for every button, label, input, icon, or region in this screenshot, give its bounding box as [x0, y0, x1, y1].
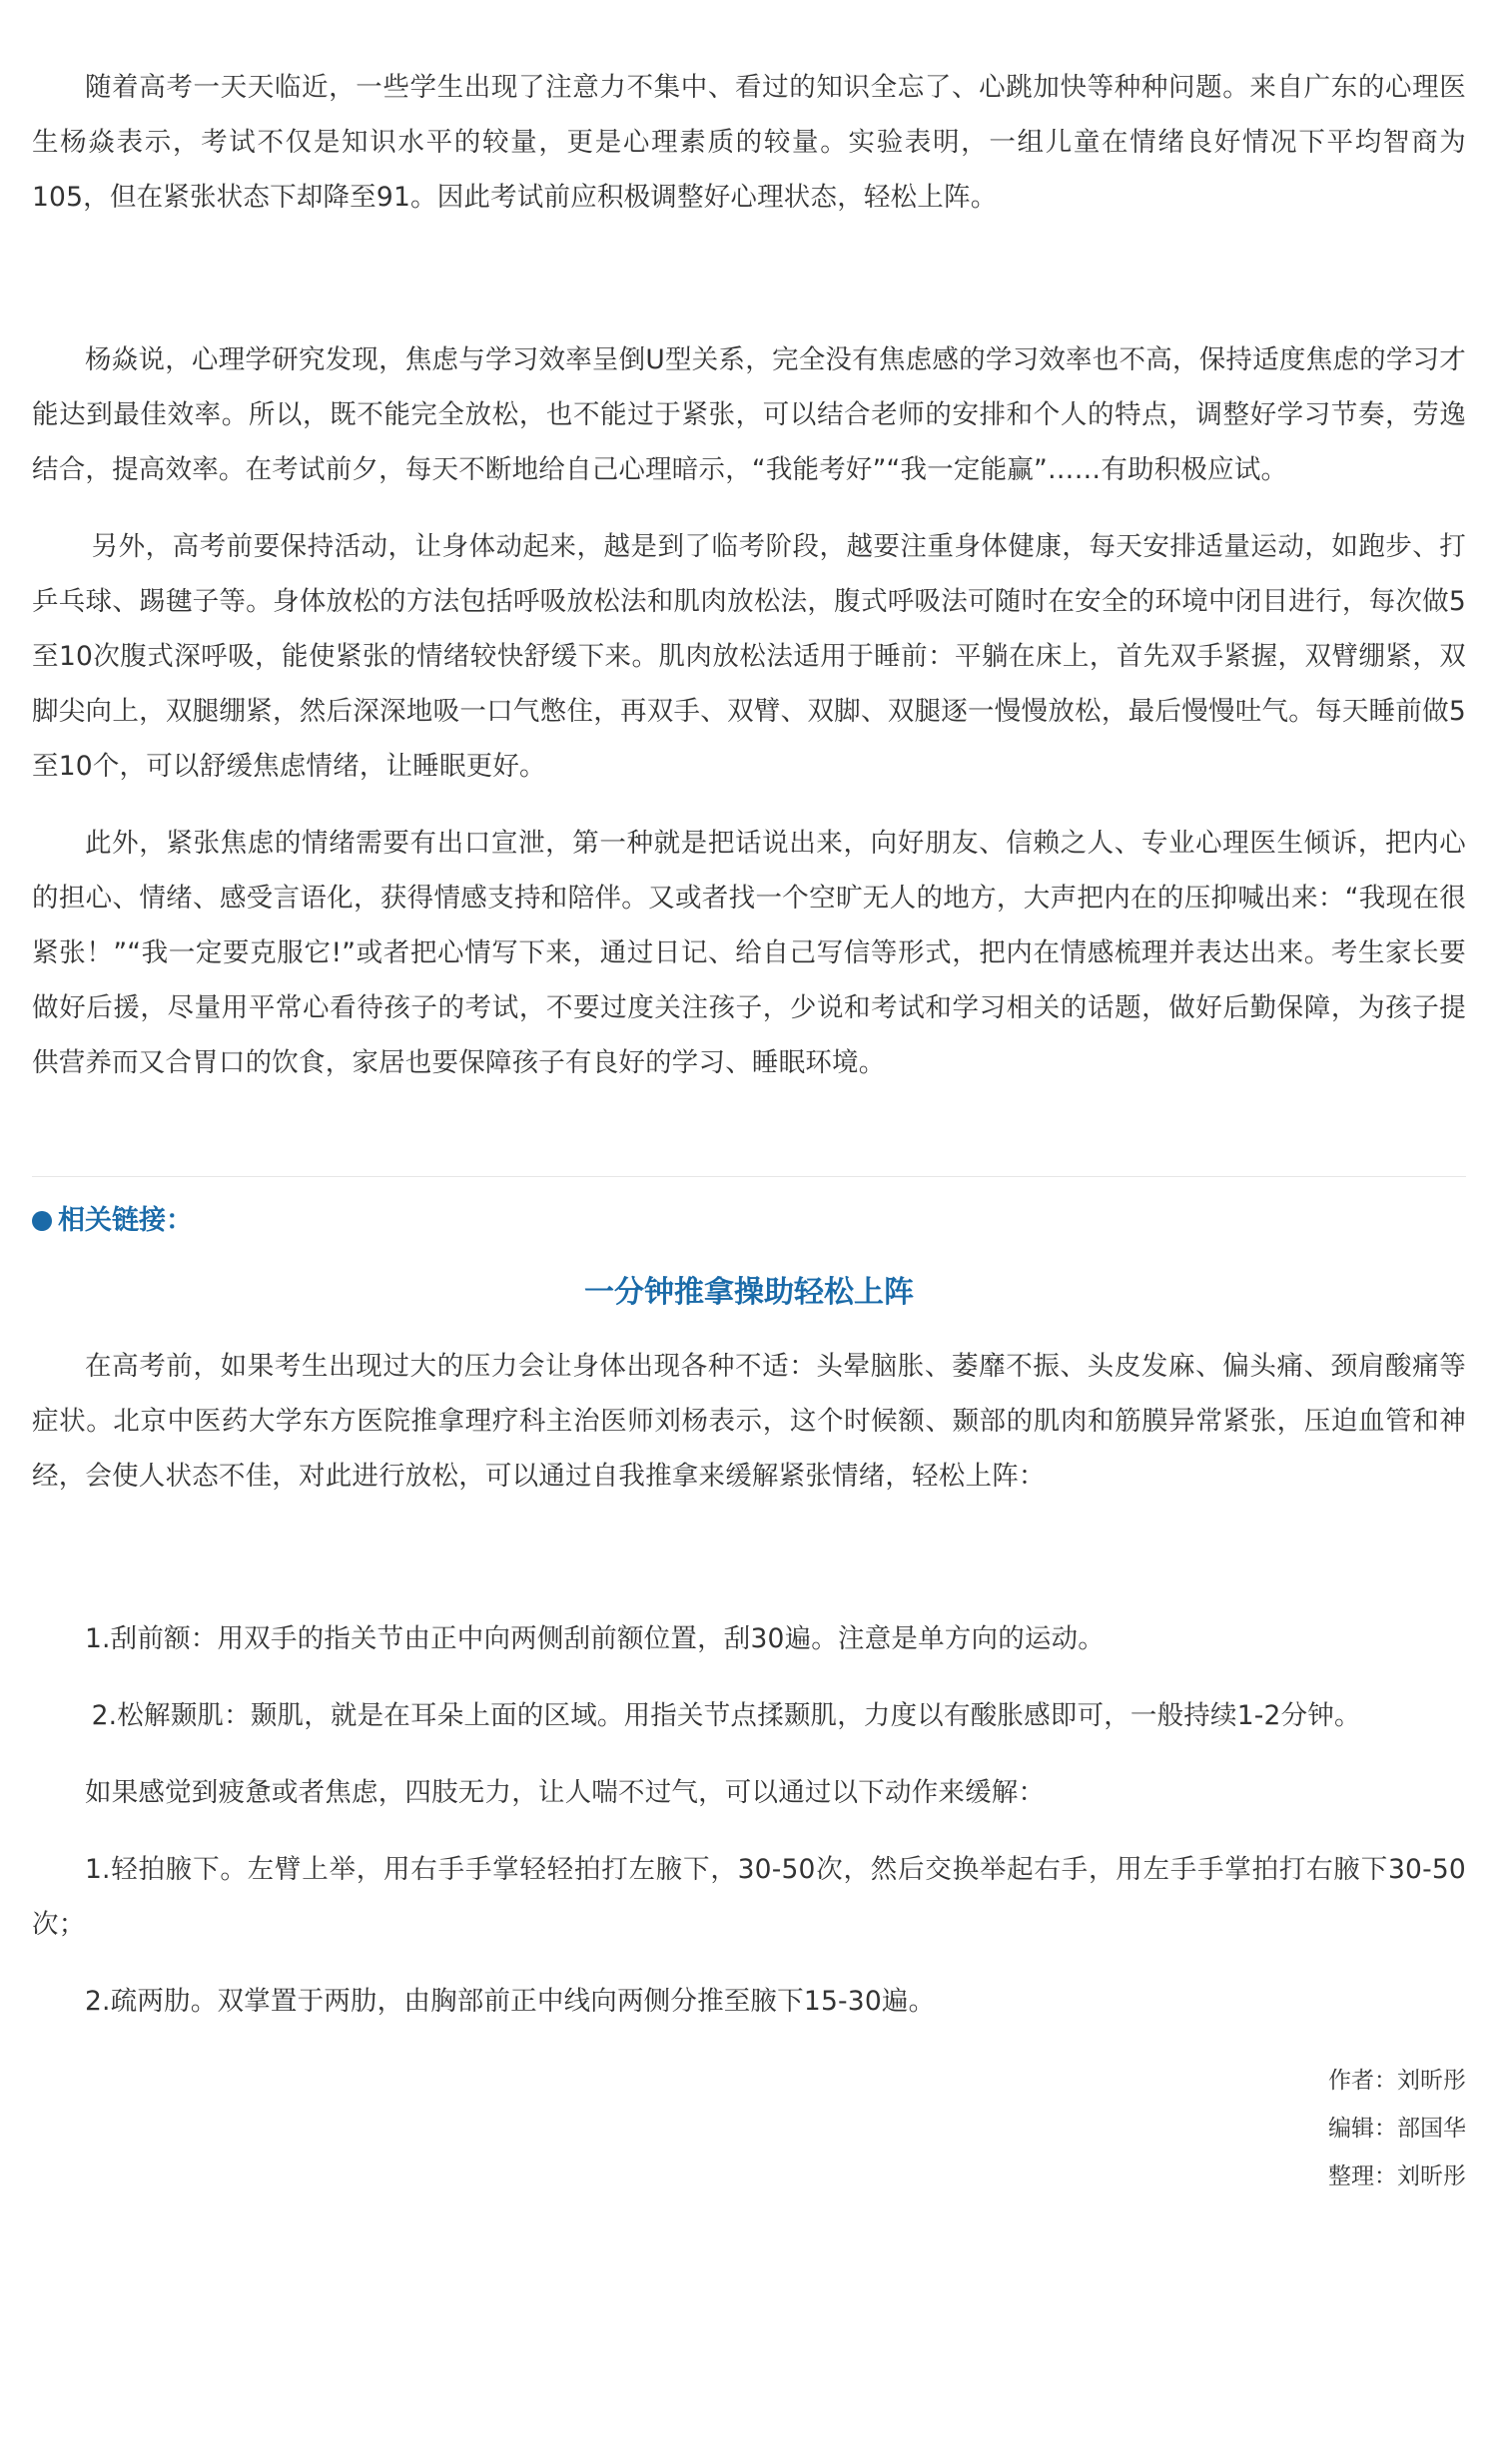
paragraph-emotional-release: 此外，紧张焦虑的情绪需要有出口宣泄，第一种就是把话说出来，向好朋友、信赖之人、专业心理医生倾诉，把内心的担心、情绪、感受言语化，获得情感支持和陪伴。又或者找一个空旷无人的地方，大声把内在的压抑喊出来：“我现在很紧张！”“我一定要克服它!”或者把心情写下来，通过日记、给自己写信等形式，把内在情感梳理并表达出来。考生家长要做好后援，尽量用平常心看待孩子的考试，不要过度关注孩子，少说和考试和学习相关的话题，做好后勤保障，为孩子提供营养而又合胃口的饮食，家居也要保障孩子有良好的学习、睡眠环境。 — [32, 828, 1466, 1078]
paragraph-massage-intro: 在高考前，如果考生出现过大的压力会让身体出现各种不适：头晕脑胀、萎靡不振、头皮发麻、偏头痛、颈肩酸痛等症状。北京中医药大学东方医院推拿理疗科主治医师刘杨表示，这个时候额、颞部的肌肉和筋膜异常紧张，压迫血管和神经，会使人状态不佳，对此进行放松，可以通过自我推拿来缓解紧张情绪，轻松上阵： — [32, 1351, 1466, 1492]
credit-author: 作者：刘昕彤 — [1328, 2068, 1466, 2094]
paragraph-intro: 随着高考一天天临近，一些学生出现了注意力不集中、看过的知识全忘了、心跳加快等种种问题。来自广东的心理医生杨焱表示，考试不仅是知识水平的较量，更是心理素质的较量。实验表明，一组儿童在情绪良好情况下平均智商为105，但在紧张状态下却降至91。因此考试前应积极调整好心理状态，轻松上阵。 — [32, 72, 1466, 213]
massage-step-temporalis: 2.松解颞肌：颞肌，就是在耳朵上面的区域。用指关节点揉颞肌，力度以有酸胀感即可，一般持续1-2分钟。 — [91, 1700, 1361, 1731]
related-links-label: 相关链接： — [58, 1205, 193, 1236]
massage-step-forehead: 1.刮前额：用双手的指关节由正中向两侧刮前额位置，刮30遍。注意是单方向的运动。 — [85, 1623, 1106, 1654]
related-links-header — [32, 1201, 1466, 1241]
paragraph-fatigue-intro: 如果感觉到疲惫或者焦虑，四肢无力，让人喘不过气，可以通过以下动作来缓解： — [85, 1777, 1046, 1808]
relief-step-ribs: 2.疏两肋。双掌置于两肋，由胸部前正中线向两侧分推至腋下15-30遍。 — [85, 1986, 936, 2017]
bullet-dot-icon — [32, 1211, 52, 1231]
credit-compiler: 整理：刘昕彤 — [1328, 2163, 1466, 2189]
article — [32, 60, 1466, 2200]
relief-step-armpit: 1.轻拍腋下。左臂上举，用右手手掌轻轻拍打左腋下，30-50次，然后交换举起右手，用左手手掌拍打右腋下30-50次； — [32, 1854, 1466, 1940]
related-article-title: 一分钟推拿操助轻松上阵 — [584, 1275, 914, 1310]
paragraph-exercise: 另外，高考前要保持活动，让身体动起来，越是到了临考阶段，越要注重身体健康，每天安排适量运动，如跑步、打乒乓球、踢毽子等。身体放松的方法包括呼吸放松法和肌肉放松法，腹式呼吸法可随时在安全的环境中闭目进行，每次做5至10次腹式深呼吸，能使紧张的情绪较快舒缓下来。肌肉放松法适用于睡前：平躺在床上，首先双手紧握，双臂绷紧，双脚尖向上，双腿绷紧，然后深深地吸一口气憋住，再双手、双臂、双脚、双腿逐一慢慢放松，最后慢慢吐气。每天睡前做5至10个，可以舒缓焦虑情绪，让睡眠更好。 — [32, 531, 1466, 782]
paragraph-anxiety-efficiency: 杨焱说，心理学研究发现，焦虑与学习效率呈倒U型关系，完全没有焦虑感的学习效率也不高，保持适度焦虑的学习才能达到最佳效率。所以，既不能完全放松，也不能过于紧张，可以结合老师的安排和个人的特点，调整好学习节奏，劳逸结合，提高效率。在考试前夕，每天不断地给自己心理暗示，“我能考好”“我一定能赢”……有助积极应试。 — [32, 344, 1466, 485]
credits — [32, 2057, 1466, 2200]
credit-editor: 编辑：部国华 — [1328, 2116, 1466, 2142]
section-divider — [32, 1176, 1466, 1177]
